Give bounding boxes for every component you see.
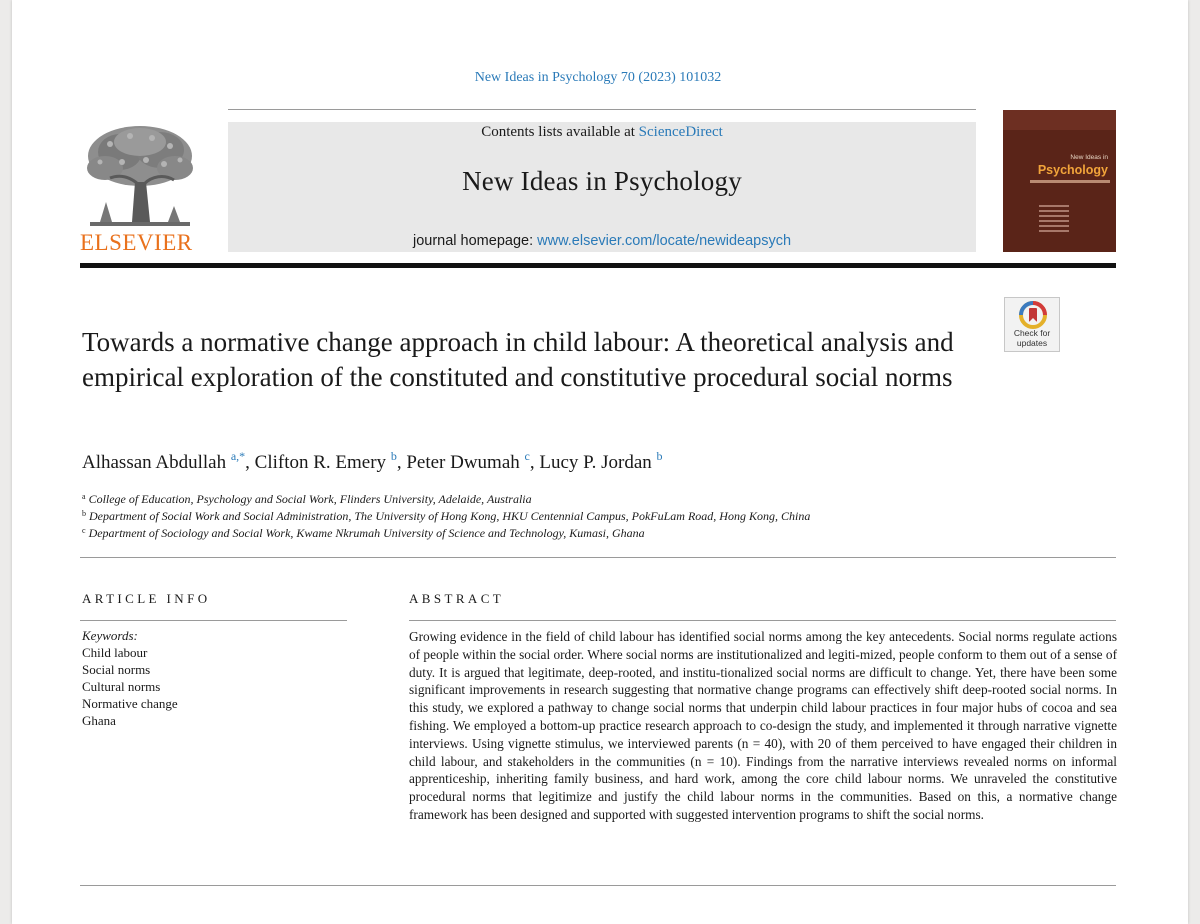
affiliations-rule bbox=[80, 557, 1116, 558]
keyword-item: Cultural norms bbox=[82, 679, 161, 694]
cover-header-band bbox=[1003, 110, 1116, 130]
article-title: Towards a normative change approach in child labour: A theoretical analysis and empirical exploration of the constituted and constitutive procedural social norms bbox=[82, 327, 954, 392]
author-list: Alhassan Abdullah $^{a,*}$, Clifton R. Emery $^b$, Peter Dwumah $^c$, Lucy P. Jordan $^b$ bbox=[82, 449, 663, 473]
affiliation-item: $^c$ Department of Sociology and Social Work, Kwame Nkrumah University of Science and Technology, Kumasi, Ghana bbox=[82, 526, 645, 540]
journal-citation[interactable]: New Ideas in Psychology 70 (2023) 101032 bbox=[474, 70, 722, 85]
author-name[interactable]: Clifton R. Emery bbox=[254, 452, 387, 473]
cover-text-lines bbox=[1039, 205, 1069, 235]
keyword-item: Social norms bbox=[82, 662, 151, 677]
article-info-rule bbox=[80, 620, 347, 621]
check-for-updates-button[interactable] bbox=[1004, 297, 1060, 352]
article-info-heading: ARTICLE INFO bbox=[82, 591, 211, 606]
abstract-bottom-rule bbox=[80, 885, 1116, 886]
author-affiliation-marker[interactable]: c bbox=[524, 449, 530, 463]
sciencedirect-link[interactable]: ScienceDirect bbox=[638, 124, 723, 140]
author-affiliation-marker[interactable]: a,* bbox=[230, 449, 246, 463]
journal-title: New Ideas in Psychology bbox=[462, 166, 742, 196]
publisher-name[interactable]: ELSEVIER bbox=[80, 230, 193, 255]
crossmark-icon bbox=[1019, 301, 1047, 329]
cover-subtitle-line bbox=[1030, 180, 1110, 183]
keywords-label: Keywords: bbox=[82, 628, 138, 643]
author-affiliation-marker[interactable]: b bbox=[390, 449, 397, 463]
header-bottom-rule bbox=[80, 263, 1116, 268]
homepage-prefix: journal homepage: bbox=[412, 233, 538, 249]
abstract-heading: ABSTRACT bbox=[409, 591, 505, 606]
author-name[interactable]: Peter Dwumah bbox=[406, 452, 520, 473]
author-name[interactable]: Lucy P. Jordan bbox=[539, 452, 652, 473]
contents-prefix: Contents lists available at bbox=[481, 124, 639, 140]
elsevier-tree-logo bbox=[80, 122, 200, 230]
affiliation-item: $^b$ Department of Social Work and Social Administration, The University of Hong Kong, HKU Centennial Campus, PokFuLam Road, Hong Kong, China bbox=[82, 509, 811, 523]
cover-small-title: New Ideas in bbox=[1070, 154, 1108, 161]
affiliation-item: $^a$ College of Education, Psychology and Social Work, Flinders University, Adelaide, Australia bbox=[82, 492, 532, 506]
check-for-updates-label: Check for updates bbox=[1013, 328, 1051, 348]
abstract-rule bbox=[409, 620, 1116, 621]
journal-cover-image[interactable] bbox=[1003, 110, 1116, 252]
header-top-rule bbox=[228, 109, 976, 110]
keyword-item: Child labour bbox=[82, 645, 148, 660]
keywords-block bbox=[82, 627, 178, 729]
keyword-item: Ghana bbox=[82, 713, 116, 728]
author-affiliation-marker[interactable]: b bbox=[656, 449, 663, 463]
abstract-text: Growing evidence in the field of child labour has identified social norms among the key antecedents. Social norms regulate actions of people within the social order. Where social norms are institutionalized and legiti-mized, people conform to them out of a sense of duty. It is argued that legitimate, deep-rooted, and institu-tionalized social norms are difficult to change. Yet, there have been some significant improvements in research suggesting that normative change programs can effectively shift deep-rooted social norms. In this study, we explored a pathway to change social norms that underpin child labour practices in four major hubs of cocoa and sea fishing. We employed a bottom-up practice research approach to co-design the study, and implemented it through narrative vignette interviews. Using vignette stimulus, we interviewed parents (n = 40), with 20 of them perceived to have engaged their children in child labour, and stakeholders in the communities (n = 10). Findings from the narrative interviews revealed norms on informal apprenticeship, inheriting family business, and hard work, among the core child labour norms. We unraveled the constitutive procedural norms that legitimize and justify the child labour norms in the communities. Based on this, a normative change framework has been designed and supported with suggested intervention programs to shift the social norms. bbox=[409, 629, 1117, 822]
contents-availability bbox=[228, 124, 976, 141]
cover-title: Psychology bbox=[1037, 163, 1108, 177]
author-name[interactable]: Alhassan Abdullah bbox=[82, 452, 227, 473]
journal-homepage bbox=[228, 233, 976, 249]
homepage-link[interactable]: www.elsevier.com/locate/newideapsych bbox=[537, 233, 792, 249]
keyword-item: Normative change bbox=[82, 696, 178, 711]
